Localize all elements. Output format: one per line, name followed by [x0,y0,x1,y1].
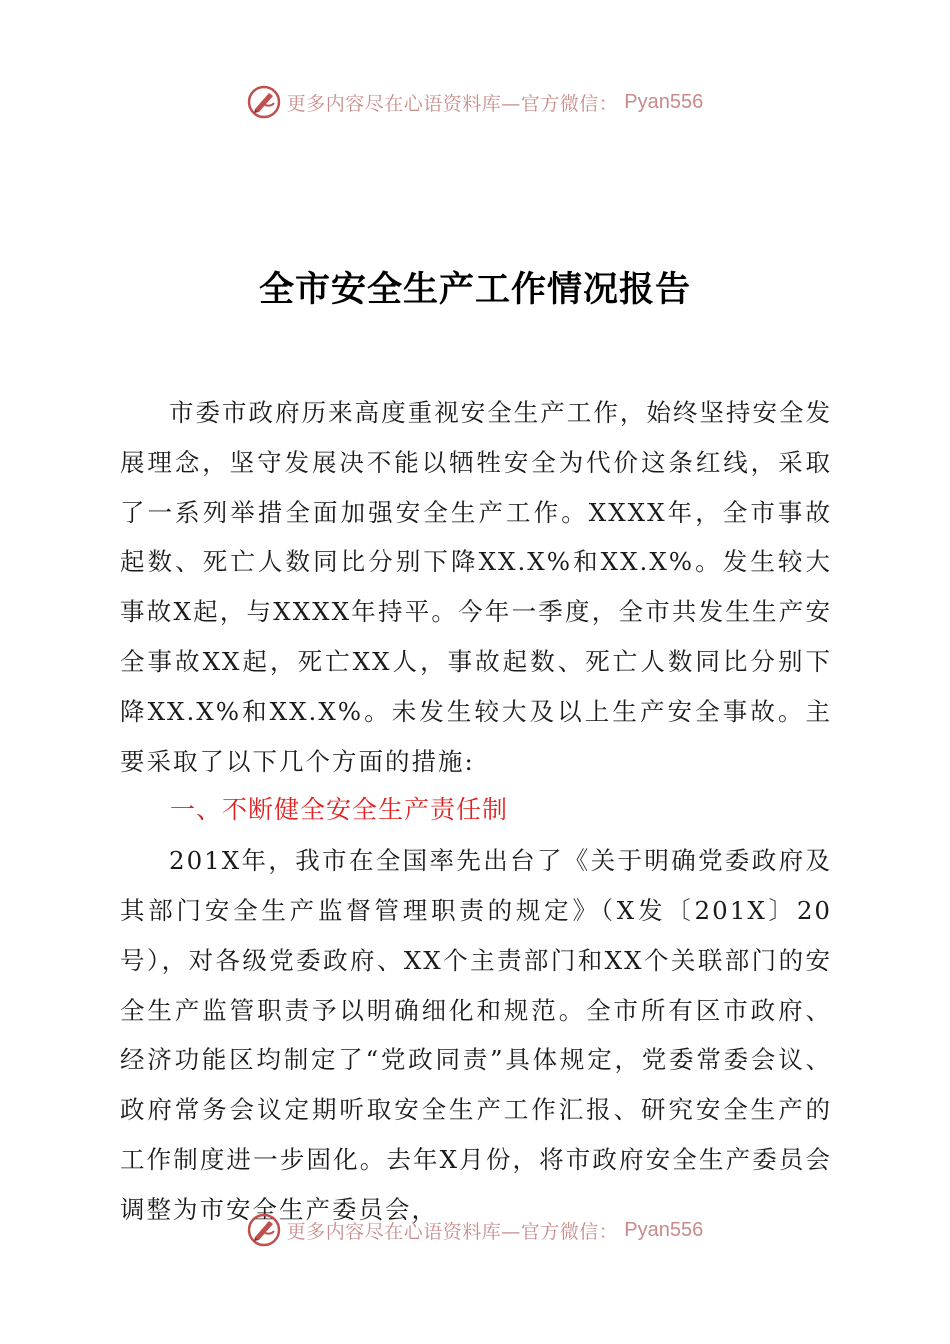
watermark-banner-bottom [0,1210,950,1250]
pen-seal-icon [247,1213,281,1247]
watermark-text: 更多内容尽在心语资料库—官方微信： [286,92,619,115]
document-body [120,388,832,1235]
section-heading: 一、不断健全安全生产责任制 [170,796,509,825]
intro-paragraph: 市委市政府历来高度重视安全生产工作，始终坚持安全发展理念，坚守发展决不能以牺牲安全为代价这条红线，采取了一系列举措全面加强安全生产工作。XXXX年，全市事故起数、死亡人数同比分别下降XX.X%和XX.X%。发生较大事故X起，与XXXX年持平。今年一季度，全市共发生生产安全事故XX起，死亡XX人，事故起数、死亡人数同比分别下降XX.X%和XX.X%。未发生较大及以上生产安全事故。主要采取了以下几个方面的措施: [120,398,832,776]
section-paragraph: 201X年，我市在全国率先出台了《关于明确党委政府及其部门安全生产监督管理职责的规定》（X发〔201X〕20号），对各级党委政府、XX个主责部门和XX个关联部门的安全生产监管职责予以明确细化和规范。全市所有区市政府、经济功能区均制定了“党政同责”具体规定，党委常委会议、政府常务会议定期听取安全生产工作汇报、研究安全生产的工作制度进一步固化。去年X月份，将市政府安全生产委员会调整为市安全生产委员会， [120,846,832,1224]
watermark-text: 更多内容尽在心语资料库—官方微信： [286,1220,619,1243]
pen-seal-icon [247,85,281,119]
wechat-id: Pyan556 [624,90,704,113]
document-title: 全市安全生产工作情况报告 [258,269,691,310]
wechat-id: Pyan556 [624,1218,704,1241]
watermark-banner-top [0,82,950,122]
